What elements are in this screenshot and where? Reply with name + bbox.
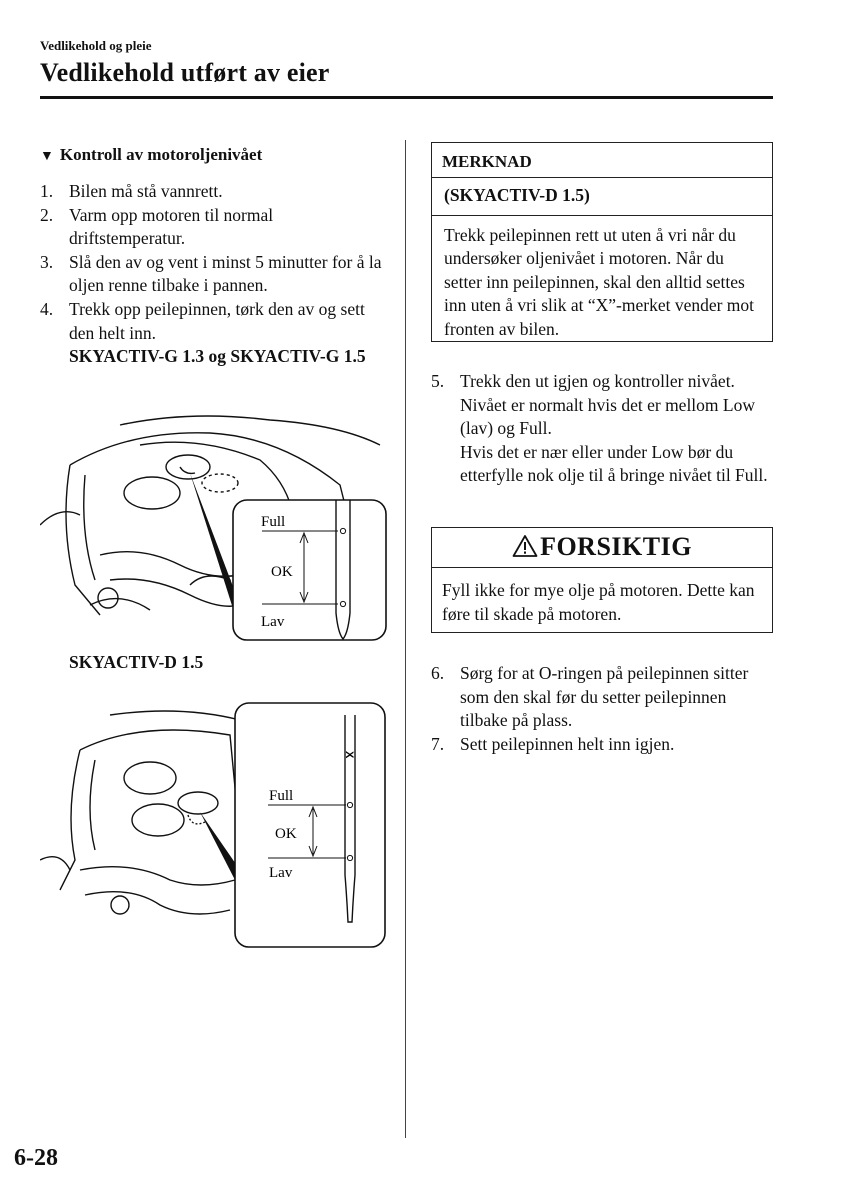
low-mark xyxy=(347,855,352,860)
section-label: Vedlikehold og pleie xyxy=(40,38,152,53)
steps-list xyxy=(40,180,390,369)
step-text: Trekk opp peilepinnen, tørk den av og sett den helt inn. xyxy=(69,298,365,343)
page-number: 6-28 xyxy=(14,1145,58,1171)
step-number: 4. xyxy=(40,298,54,319)
step-number: 3. xyxy=(40,251,54,272)
full-label: Full xyxy=(269,788,294,804)
note-body: Trekk peilepinnen rett ut uten å vri når du undersøker oljenivået i motoren. Når du setter inn peilepinnen, skal den alltid settes inn uten å vri slik at “X”-merket vender mot fronten av bilen. xyxy=(444,224,755,339)
header-divider xyxy=(40,96,773,99)
step-number: 7. xyxy=(431,733,445,754)
low-label: Lav xyxy=(269,865,293,881)
step-text: Sett peilepinnen helt inn igjen. xyxy=(460,733,675,754)
list-item xyxy=(431,733,776,757)
page-title: Vedlikehold utført av eier xyxy=(40,58,330,87)
caution-body: Fyll ikke for mye olje på motoren. Dette kan føre til skade på motoren. xyxy=(442,580,755,624)
note-divider xyxy=(432,215,772,216)
figure-engine-gasoline xyxy=(40,405,395,645)
steps-list-continued xyxy=(431,370,776,488)
note-title: MERKNAD xyxy=(432,143,772,178)
list-item xyxy=(40,251,390,298)
variant-label-diesel: SKYACTIV-D 1.5 xyxy=(69,652,204,672)
caution-header xyxy=(432,528,772,568)
full-label: Full xyxy=(261,514,286,530)
full-mark xyxy=(340,528,345,533)
step-text: Sørg for at O-ringen på peilepinnen sitter som den skal før du setter peilepinnen tilbake på plass. xyxy=(460,663,749,731)
ok-label: OK xyxy=(275,826,297,842)
callout-pointer xyxy=(200,812,240,880)
warning-triangle-icon xyxy=(512,534,538,558)
step-text-extra: Hvis det er nær eller under Low bør du etterfylle nok olje til å bringe nivået til Full. xyxy=(460,441,768,486)
ok-label: OK xyxy=(271,564,293,580)
section-heading xyxy=(40,145,262,165)
steps-list-final xyxy=(431,662,776,756)
low-mark xyxy=(340,601,345,606)
caution-box xyxy=(431,527,773,633)
dipstick-callout-box xyxy=(235,703,385,947)
engine-illustration xyxy=(40,711,240,914)
low-label: Lav xyxy=(261,614,285,630)
section-heading-text: Kontroll av motoroljenivået xyxy=(59,145,263,164)
list-item xyxy=(431,662,776,733)
step-number: 2. xyxy=(40,204,54,225)
dipstick-callout-box xyxy=(233,500,386,640)
step-text: Slå den av og vent i minst 5 minutter for å la oljen renne tilbake i pannen. xyxy=(69,251,382,296)
triangle-marker-icon: ▼ xyxy=(40,149,54,164)
x-mark-label: X xyxy=(343,751,355,759)
step-number: 5. xyxy=(431,371,445,391)
list-item xyxy=(40,298,390,369)
step-text: Bilen må stå vannrett. xyxy=(69,181,223,201)
list-item xyxy=(431,370,776,488)
figure-engine-diesel xyxy=(40,700,395,950)
step-text: Varm opp motoren til normal driftstemperatur. xyxy=(69,204,274,249)
note-box xyxy=(431,142,773,342)
list-item xyxy=(40,204,390,251)
step-number: 1. xyxy=(40,181,54,201)
step-number: 6. xyxy=(431,663,445,683)
step-text: Trekk den ut igjen og kontroller nivået. Nivået er normalt hvis det er mellom Low (lav) og Full. xyxy=(460,371,755,439)
full-mark xyxy=(347,802,352,807)
list-item xyxy=(40,180,390,204)
caution-title: FORSIKTIG xyxy=(540,532,692,561)
column-divider xyxy=(405,140,406,1138)
variant-label-gasoline: SKYACTIV-G 1.3 og SKYACTIV-G 1.5 xyxy=(69,346,366,367)
note-subtitle: (SKYACTIV-D 1.5) xyxy=(444,185,590,205)
